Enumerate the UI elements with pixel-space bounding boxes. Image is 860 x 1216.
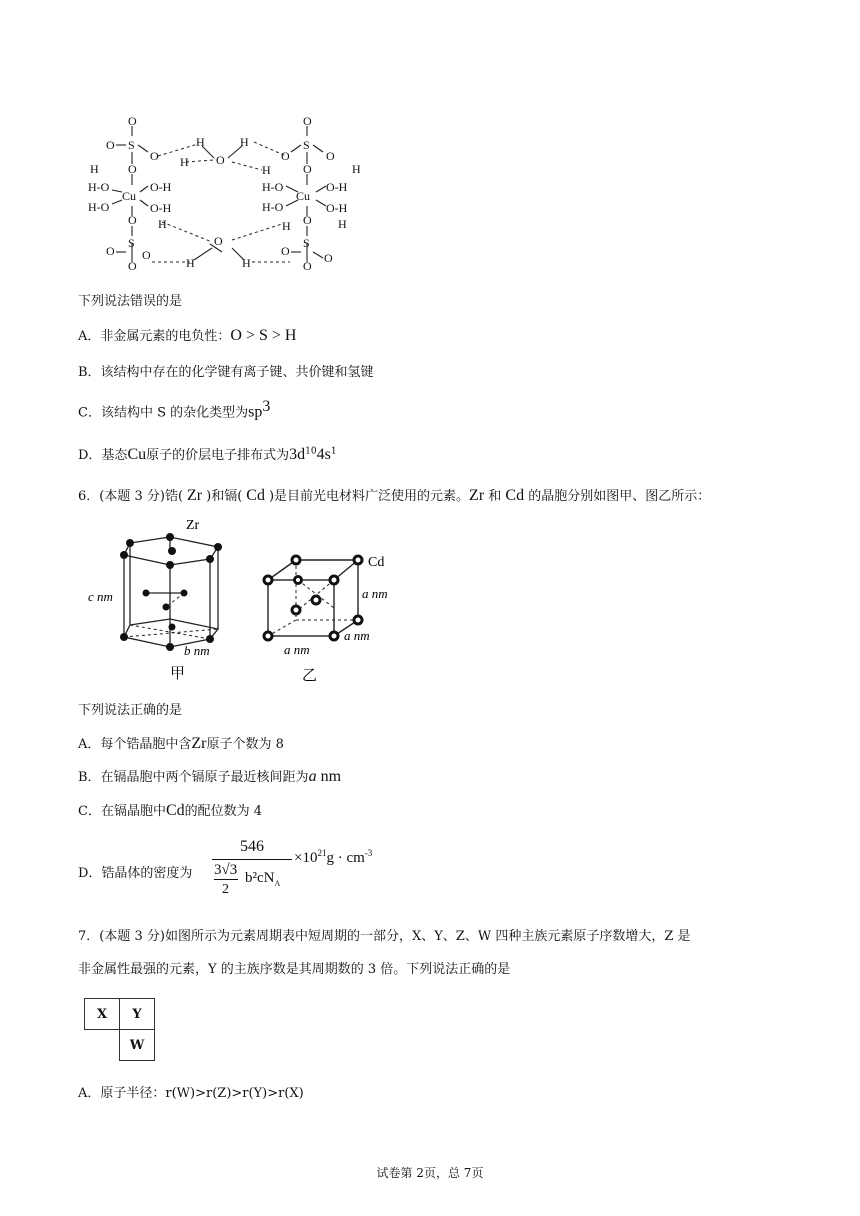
atom-cu: Cu (122, 189, 137, 203)
q7-option-a: A．原子半径：r(W)>r(Z)>r(Y)>r(X) (78, 1086, 304, 1101)
atom-h: H (196, 135, 205, 149)
page-footer: 试卷第 2页，总 7页 (376, 1166, 484, 1180)
atom-o: O (106, 138, 115, 152)
q6-option-b (78, 766, 341, 786)
option-text: C．在镉晶胞中 (78, 804, 166, 819)
q5-prompt: 下列说法错误的是 (78, 294, 183, 309)
fraction-denominator-coef: 3√3 (214, 862, 238, 878)
element-symbol: Cu (127, 446, 147, 463)
math-expression: 4s (316, 446, 331, 463)
atom-h: H (282, 219, 291, 233)
option-text: 原子个数为 8 (206, 737, 284, 752)
superscript: 1 (330, 446, 337, 457)
atom-o: O (281, 244, 290, 258)
option-text: 原子的价层电子排布式为 (146, 448, 290, 463)
element-symbol: Zr (191, 735, 207, 752)
q5-option-d (78, 444, 337, 464)
zr-label: Zr (186, 518, 200, 533)
stem-text: )和镉( (206, 489, 243, 504)
option-text: D．基态 (78, 448, 128, 463)
atom-o: O (128, 162, 137, 176)
jia-label: 甲 (170, 666, 186, 682)
unit: g · cm (326, 850, 365, 866)
element-symbol: Zr (183, 487, 207, 504)
yi-label: 乙 (302, 668, 318, 684)
cell-x: X (84, 998, 120, 1030)
atom-o: O (128, 114, 137, 128)
superscript: 21 (317, 848, 327, 858)
atom-o: O (303, 162, 312, 176)
atom-o: O (216, 153, 225, 167)
atom-o: O (281, 149, 290, 163)
atom-o: O (150, 149, 159, 163)
math-expression: 3d (289, 446, 306, 463)
atom-h: H (240, 135, 249, 149)
stem-text: 和 (484, 489, 506, 504)
q6-option-d-prefix: D．锆晶体的密度为 (78, 866, 193, 881)
q6-option-c (78, 800, 262, 820)
cd-label: Cd (368, 555, 385, 570)
ho-label: H-O (88, 180, 110, 194)
fraction-bar (214, 879, 238, 880)
fraction-denominator-rest (245, 870, 280, 888)
q6-option-a (78, 733, 284, 753)
ho-label: H-O (262, 180, 284, 194)
atom-cu: Cu (296, 189, 311, 203)
stem-text: 6．(本题 3 分)锆( (78, 489, 184, 504)
a-nm-right-label: a nm (362, 586, 388, 601)
q6-stem (78, 485, 710, 505)
ho-label: H-O (262, 200, 284, 214)
q5-option-b: B．该结构中存在的化学键有离子键、共价键和氢键 (78, 365, 374, 380)
oh-label: O-H (326, 201, 348, 215)
cell-w: W (119, 1029, 155, 1061)
fraction-denominator-coef-den: 2 (222, 882, 229, 897)
math-variable: a (308, 768, 317, 785)
a-nm-front-label: a nm (344, 628, 370, 643)
option-text: B．在镉晶胞中两个镉原子最近核间距为 (78, 770, 309, 785)
option-text: C．该结构中 S 的杂化类型为 (78, 405, 249, 421)
atom-o: O (128, 213, 137, 227)
math-expression: ×10 (294, 850, 318, 866)
element-symbol: Zr (469, 487, 485, 504)
option-text: A．非金属元素的电负性： (78, 329, 231, 344)
atom-h: H (186, 256, 195, 270)
cd-cubic-cell-figure (258, 548, 408, 686)
atom-o: O (326, 149, 335, 163)
atom-h: H (242, 256, 251, 270)
atom-h: H (262, 163, 271, 177)
atom-h: H (180, 155, 189, 169)
math-expression: b²cN (245, 870, 275, 886)
atom-s: S (128, 138, 135, 152)
density-exponent-part (294, 848, 372, 867)
atom-s: S (303, 138, 310, 152)
atom-o: O (303, 213, 312, 227)
math-expression: sp (248, 403, 263, 421)
density-formula (212, 838, 292, 856)
atom-h: H (352, 162, 361, 176)
b-nm-label: b nm (184, 643, 210, 658)
subscript: A (274, 879, 281, 888)
copper-sulfate-hydrogen-bond-structure (82, 112, 372, 272)
atom-o: O (214, 234, 223, 248)
atom-o: O (303, 114, 312, 128)
math-expression: O > S > H (230, 327, 297, 344)
atom-o: O (128, 259, 137, 272)
superscript: 10 (305, 446, 317, 457)
element-symbol: Cd (165, 802, 185, 819)
oh-label: O-H (326, 180, 348, 194)
atom-o: O (142, 248, 151, 262)
q6-prompt: 下列说法正确的是 (78, 703, 183, 718)
q5-option-a (78, 325, 296, 345)
oh-label: O-H (150, 201, 172, 215)
unit: nm (316, 768, 342, 785)
atom-h: H (90, 162, 99, 176)
fraction-bar (212, 859, 292, 860)
atom-h: H (338, 217, 347, 231)
atom-s: S (303, 236, 310, 250)
c-nm-label: c nm (88, 589, 113, 604)
stem-text: )是目前光电材料广泛使用的元素。 (268, 489, 470, 504)
ho-label: H-O (88, 200, 110, 214)
zr-hexagonal-cell-figure (88, 515, 248, 685)
q7-stem-line2: 非金属性最强的元素，Y 的主族序数是其周期数的 3 倍。下列说法正确的是 (78, 962, 511, 977)
atom-o: O (106, 244, 115, 258)
superscript: -3 (364, 848, 373, 858)
atom-o: O (324, 251, 333, 265)
stem-text: 的晶胞分别如图甲、图乙所示： (524, 489, 711, 504)
atom-s: S (128, 236, 135, 250)
a-nm-bottom-label: a nm (284, 642, 310, 657)
superscript: 3 (262, 398, 271, 415)
option-text: A．每个锆晶胞中含 (78, 737, 192, 752)
element-symbol: Cd (505, 487, 525, 504)
atom-o: O (303, 259, 312, 272)
cell-y: Y (119, 998, 155, 1030)
fraction-numerator: 546 (240, 838, 264, 855)
option-text: 的配位数为 4 (184, 804, 263, 819)
atom-h: H (158, 217, 167, 231)
oh-label: O-H (150, 180, 172, 194)
element-symbol: Cd (242, 487, 269, 504)
q7-stem-line1: 7．(本题 3 分)如图所示为元素周期表中短周期的一部分，X、Y、Z、W 四种主族元素原子序数增大，Z 是 (78, 929, 691, 944)
q5-option-c (78, 398, 270, 421)
